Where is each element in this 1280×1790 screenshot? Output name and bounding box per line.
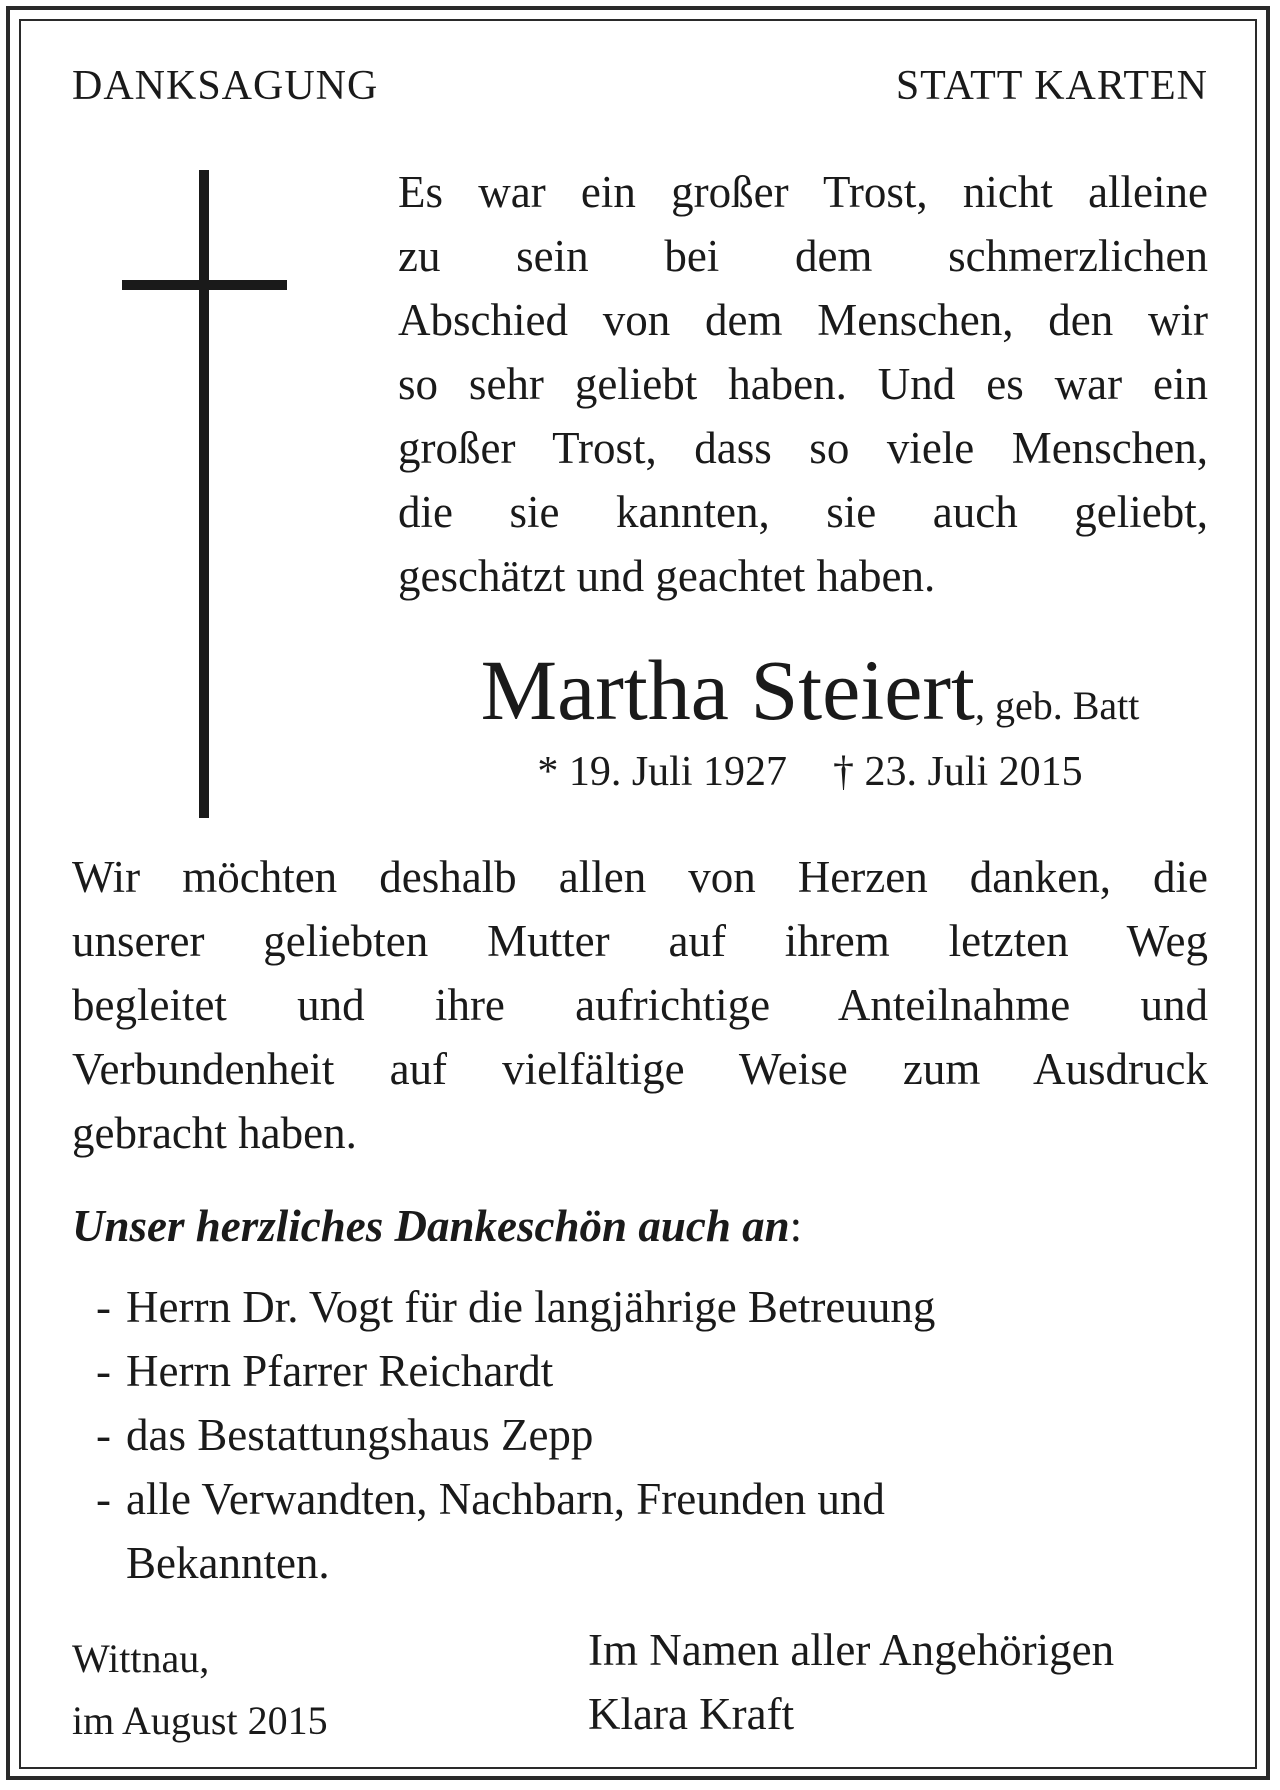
intro-line: die sie kannten, sie auch geliebt, (398, 487, 1208, 537)
list-item: - alle Verwandten, Nachbarn, Freunden und Bekannten. (96, 1474, 885, 1588)
cross-horizontal-bar (122, 280, 287, 290)
cross-vertical-bar (199, 170, 209, 818)
deceased-maiden-name: , geb. Batt (974, 683, 1140, 728)
list-item: - Herrn Dr. Vogt für die langjährige Betreuung (96, 1282, 936, 1332)
thanks-subheading-colon: : (789, 1201, 803, 1251)
thanks-list (96, 1275, 1196, 1595)
place: Wittnau, (72, 1636, 210, 1681)
intro-paragraph (398, 160, 1208, 608)
thanks-line: begleitet und ihre aufrichtige Anteilnahme und (72, 980, 1208, 1030)
signature-name: Klara Kraft (588, 1689, 795, 1739)
signature-line-1: Im Namen aller Angehörigen (588, 1625, 1115, 1675)
deceased-name-row (410, 640, 1210, 740)
life-dates (410, 748, 1210, 796)
intro-line: so sehr geliebt haben. Und es war ein (398, 359, 1208, 409)
list-item: - Herrn Pfarrer Reichardt (96, 1346, 554, 1396)
header-statt-karten: STATT KARTEN (895, 63, 1208, 109)
place-and-date (72, 1628, 328, 1752)
intro-line: geschätzt und geachtet haben. (398, 551, 936, 601)
thanks-subheading-text: Unser herzliches Dankeschön auch an (72, 1201, 790, 1251)
signature-block (588, 1618, 1114, 1746)
thanks-line: gebracht haben. (72, 1108, 357, 1158)
intro-line: Es war ein großer Trost, nicht alleine (398, 167, 1208, 217)
thanks-subheading (72, 1200, 802, 1252)
list-item: - das Bestattungshaus Zepp (96, 1410, 594, 1460)
intro-line: Abschied von dem Menschen, den wir (398, 295, 1208, 345)
thanks-paragraph (72, 845, 1208, 1165)
intro-line: zu sein bei dem schmerzlichen (398, 231, 1208, 281)
thanks-line: unserer geliebten Mutter auf ihrem letzten Weg (72, 916, 1208, 966)
deceased-name: Martha Steiert (480, 642, 975, 738)
thanks-line: Verbundenheit auf vielfältige Weise zum Ausdruck (72, 1044, 1208, 1094)
intro-line: großer Trost, dass so viele Menschen, (398, 423, 1208, 473)
cross-icon (122, 170, 287, 818)
thanks-line: Wir möchten deshalb allen von Herzen danken, die (72, 852, 1208, 902)
date: im August 2015 (72, 1698, 328, 1743)
header-danksagung: DANKSAGUNG (72, 63, 379, 109)
death-date: † 23. Juli 2015 (833, 749, 1083, 795)
birth-date: * 19. Juli 1927 (537, 749, 787, 795)
